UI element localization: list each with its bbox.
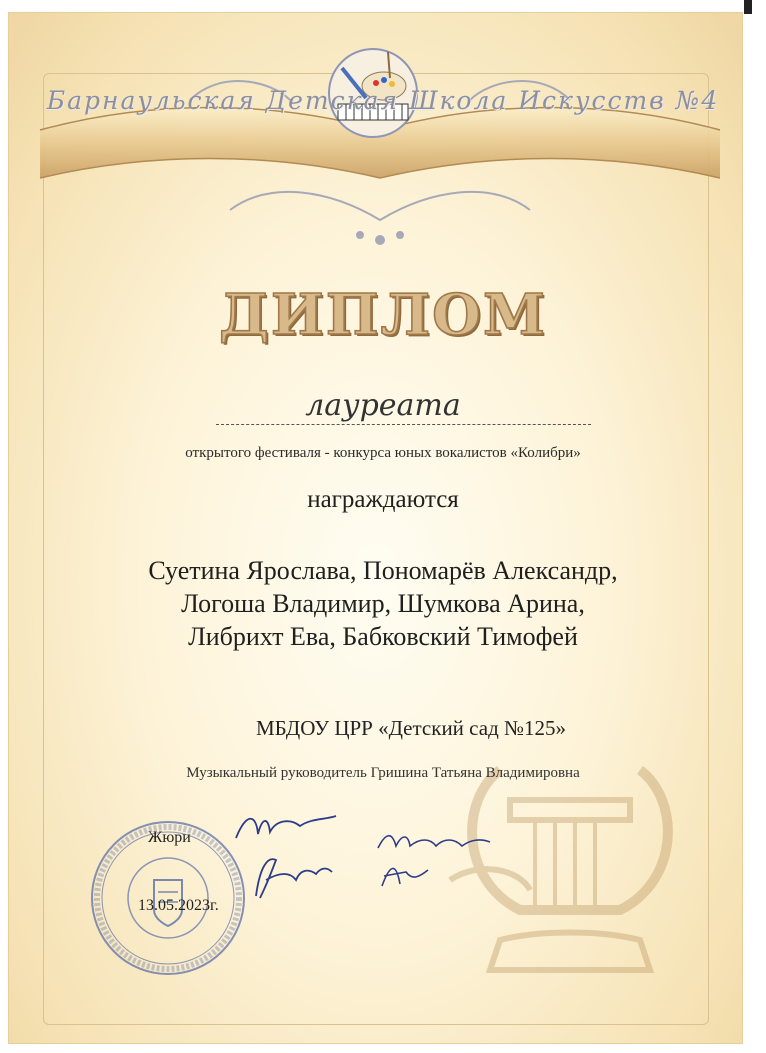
music-teacher: Музыкальный руководитель Гришина Татьяна Владимировна bbox=[186, 765, 580, 781]
recipients-line: Либрихт Ева, Бабковский Тимофей bbox=[188, 622, 578, 651]
jury-signature bbox=[246, 846, 336, 906]
contest-name: открытого фестиваля - конкурса юных вокалистов «Колибри» bbox=[185, 445, 581, 461]
jury-label: Жюри bbox=[148, 829, 191, 846]
diploma-title: ДИПЛОМ bbox=[219, 282, 547, 348]
jury-signature bbox=[376, 858, 436, 892]
awarded-verb: награждаются bbox=[307, 486, 459, 513]
issue-date: 13.05.2023г. bbox=[138, 897, 219, 914]
recipients-line: Логоша Владимир, Шумкова Арина, bbox=[181, 589, 585, 618]
award-type-underline bbox=[216, 424, 591, 425]
scanner-edge-mark bbox=[744, 0, 752, 14]
recipients-line: Суетина Ярослава, Пономарёв Александр, bbox=[148, 556, 618, 585]
jury-signature bbox=[232, 808, 342, 848]
recipients-list bbox=[0, 554, 766, 653]
school-name: Барнаульская Детская Школа Искусств №4 bbox=[46, 86, 720, 115]
organization: МБДОУ ЦРР «Детский сад №125» bbox=[255, 716, 567, 740]
award-type: лауреата bbox=[305, 388, 461, 423]
